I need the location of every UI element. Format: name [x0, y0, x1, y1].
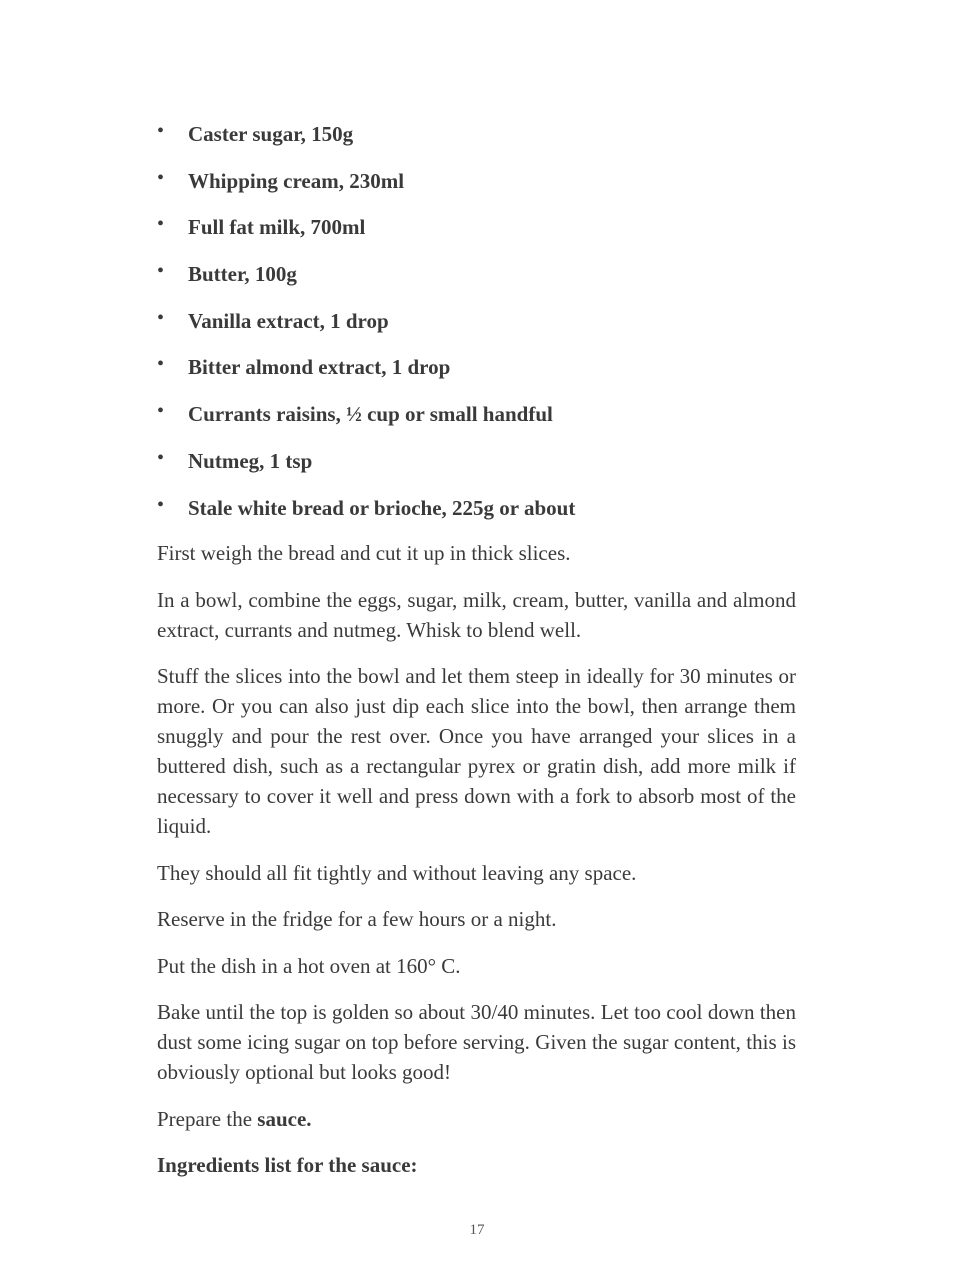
bullet-icon: • [157, 213, 165, 236]
bullet-icon: • [157, 166, 165, 189]
page-number: 17 [469, 1222, 485, 1238]
ingredient-text: Whipping cream, 230ml [188, 168, 405, 193]
ingredient-text: Stale white bread or brioche, 225g or about [188, 495, 576, 520]
list-item [157, 305, 797, 352]
list-item [157, 445, 797, 492]
ingredient-text: Caster sugar, 150g [188, 122, 354, 146]
list-item [157, 492, 797, 539]
bullet-icon: • [157, 120, 165, 142]
paragraph-reserve: Reserve in the fridge for a few hours or a night. [157, 907, 557, 931]
ingredients-list [157, 118, 797, 538]
paragraph-combine: In a bowl, combine the eggs, sugar, milk, cream, butter, vanilla and almond extract, currants and nutmeg. Whisk to blend well. [157, 587, 796, 642]
list-item [157, 118, 797, 165]
bullet-icon: • [157, 260, 165, 283]
bullet-icon: • [157, 446, 165, 469]
bullet-icon: • [157, 400, 165, 423]
ingredient-text: Full fat milk, 700ml [188, 215, 366, 240]
paragraph-prepare-sauce [157, 1104, 796, 1134]
ingredient-text: Currants raisins, ½ cup or small handful [188, 402, 553, 427]
list-item [157, 398, 797, 445]
instructions [157, 538, 796, 1180]
bullet-icon: • [157, 493, 165, 516]
paragraph-oven: Put the dish in a hot oven at 160° C. [157, 953, 461, 978]
ingredient-text: Butter, 100g [188, 262, 297, 287]
list-item [157, 211, 797, 258]
paragraph-stuff-slices: Stuff the slices into the bowl and let them steep in ideally for 30 minutes or more. Or you can also just dip each slice into the bowl, then arrange them snuggly and pour the rest over. Once you have arranged your slices in a buttered dish, such as a rectangular pyrex or gratin dish, add more milk if necessary to cover it well and press down with a fork to absorb most of the liquid. [157, 664, 796, 838]
ingredient-text: Nutmeg, 1 tsp [188, 448, 313, 473]
paragraph-weigh-bread: First weigh the bread and cut it up in thick slices. [157, 541, 571, 565]
list-item [157, 351, 797, 398]
paragraph-bake: Bake until the top is golden so about 30/40 minutes. Let too cool down then dust some icing sugar on top before serving. Given the sugar content, this is obviously optional but looks good! [157, 1000, 796, 1084]
list-item [157, 165, 797, 212]
prepare-text: Prepare the [157, 1106, 258, 1131]
sauce-ingredients-heading: Ingredients list for the sauce: [157, 1153, 418, 1177]
bullet-icon: • [157, 306, 165, 329]
sauce-emphasis: sauce. [257, 1106, 312, 1131]
bullet-icon: • [157, 353, 165, 376]
paragraph-fit-tightly: They should all fit tightly and without leaving any space. [157, 860, 637, 885]
list-item [157, 258, 797, 305]
ingredient-text: Vanilla extract, 1 drop [188, 308, 389, 333]
ingredient-text: Bitter almond extract, 1 drop [188, 355, 451, 380]
